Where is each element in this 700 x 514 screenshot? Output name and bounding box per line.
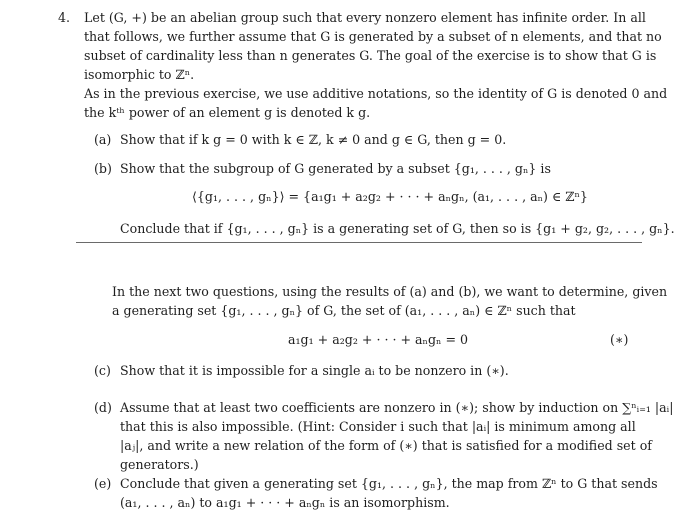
part-e-label: (e)	[94, 476, 112, 491]
part-e-line: (a₁, . . . , aₙ) to a₁g₁ + · · · + aₙgₙ is an isomorphism.	[120, 495, 450, 510]
star-tag: (∗)	[610, 332, 629, 347]
part-d-line: |aⱼ|, and write a new relation of the form of (∗) that is satisfied for a modified set of	[120, 438, 652, 453]
part-a	[94, 130, 634, 149]
notation-line: As in the previous exercise, we use additive notations, so the identity of G is denoted 0 and	[84, 86, 668, 101]
part-c-text: Show that it is impossible for a single aᵢ to be nonzero in (∗).	[120, 363, 509, 378]
star-equation: a₁g₁ + a₂g₂ + · · · + aₙgₙ = 0	[288, 332, 469, 347]
section-divider	[76, 242, 642, 243]
notation-line: the kᵗʰ power of an element g is denoted k g.	[84, 105, 371, 120]
problem-intro	[84, 8, 662, 84]
next-line: a generating set {g₁, . . . , gₙ} of G, the set of (a₁, . . . , aₙ) ∈ ℤⁿ such that	[112, 303, 576, 318]
intro-line: that follows, we further assume that G is generated by a subset of n elements, and that no	[84, 29, 662, 44]
part-a-text: Show that if k g = 0 with k ∈ ℤ, k ≠ 0 and g ∈ G, then g = 0.	[120, 132, 507, 147]
part-d-line: Assume that at least two coefficients are nonzero in (∗); show by induction on ∑ⁿᵢ₌₁ |aᵢ|	[120, 400, 674, 415]
part-d-label: (d)	[94, 400, 112, 415]
part-b-text: Show that the subgroup of G generated by a subset {g₁, . . . , gₙ} is	[120, 161, 551, 176]
part-e	[94, 474, 658, 512]
next-line: In the next two questions, using the results of (a) and (b), we want to determine, given	[112, 284, 668, 299]
intro-line: isomorphic to ℤⁿ.	[84, 67, 195, 82]
part-d-line: that this is also impossible. (Hint: Consider i such that |aᵢ| is minimum among all	[120, 419, 636, 434]
part-b-conclusion: Conclude that if {g₁, . . . , gₙ} is a generating set of G, then so is {g₁ + g₂, g₂, . . . , gₙ}.	[120, 221, 675, 236]
subgroup-equation: ⟨{g₁, . . . , gₙ}⟩ = {a₁g₁ + a₂g₂ + · · · + aₙgₙ, (a₁, . . . , aₙ) ∈ ℤⁿ}	[192, 189, 588, 204]
part-b-label: (b)	[94, 161, 112, 176]
part-c	[94, 361, 634, 380]
part-c-label: (c)	[94, 363, 111, 378]
intro-line: subset of cardinality less than n generates G. The goal of the exercise is to show that G is	[84, 48, 657, 63]
part-b	[94, 159, 634, 178]
part-e-line: Conclude that given a generating set {g₁, . . . , gₙ}, the map from ℤⁿ to G that sends	[120, 476, 658, 491]
part-a-label: (a)	[94, 132, 112, 147]
problem-number: 4.	[58, 10, 71, 25]
intro-line: Let (G, +) be an abelian group such that every nonzero element has infinite order. In all	[84, 10, 646, 25]
part-d	[94, 398, 674, 474]
part-d-line: generators.)	[120, 457, 199, 472]
next-questions-paragraph	[112, 282, 668, 320]
notation-paragraph	[84, 84, 668, 122]
